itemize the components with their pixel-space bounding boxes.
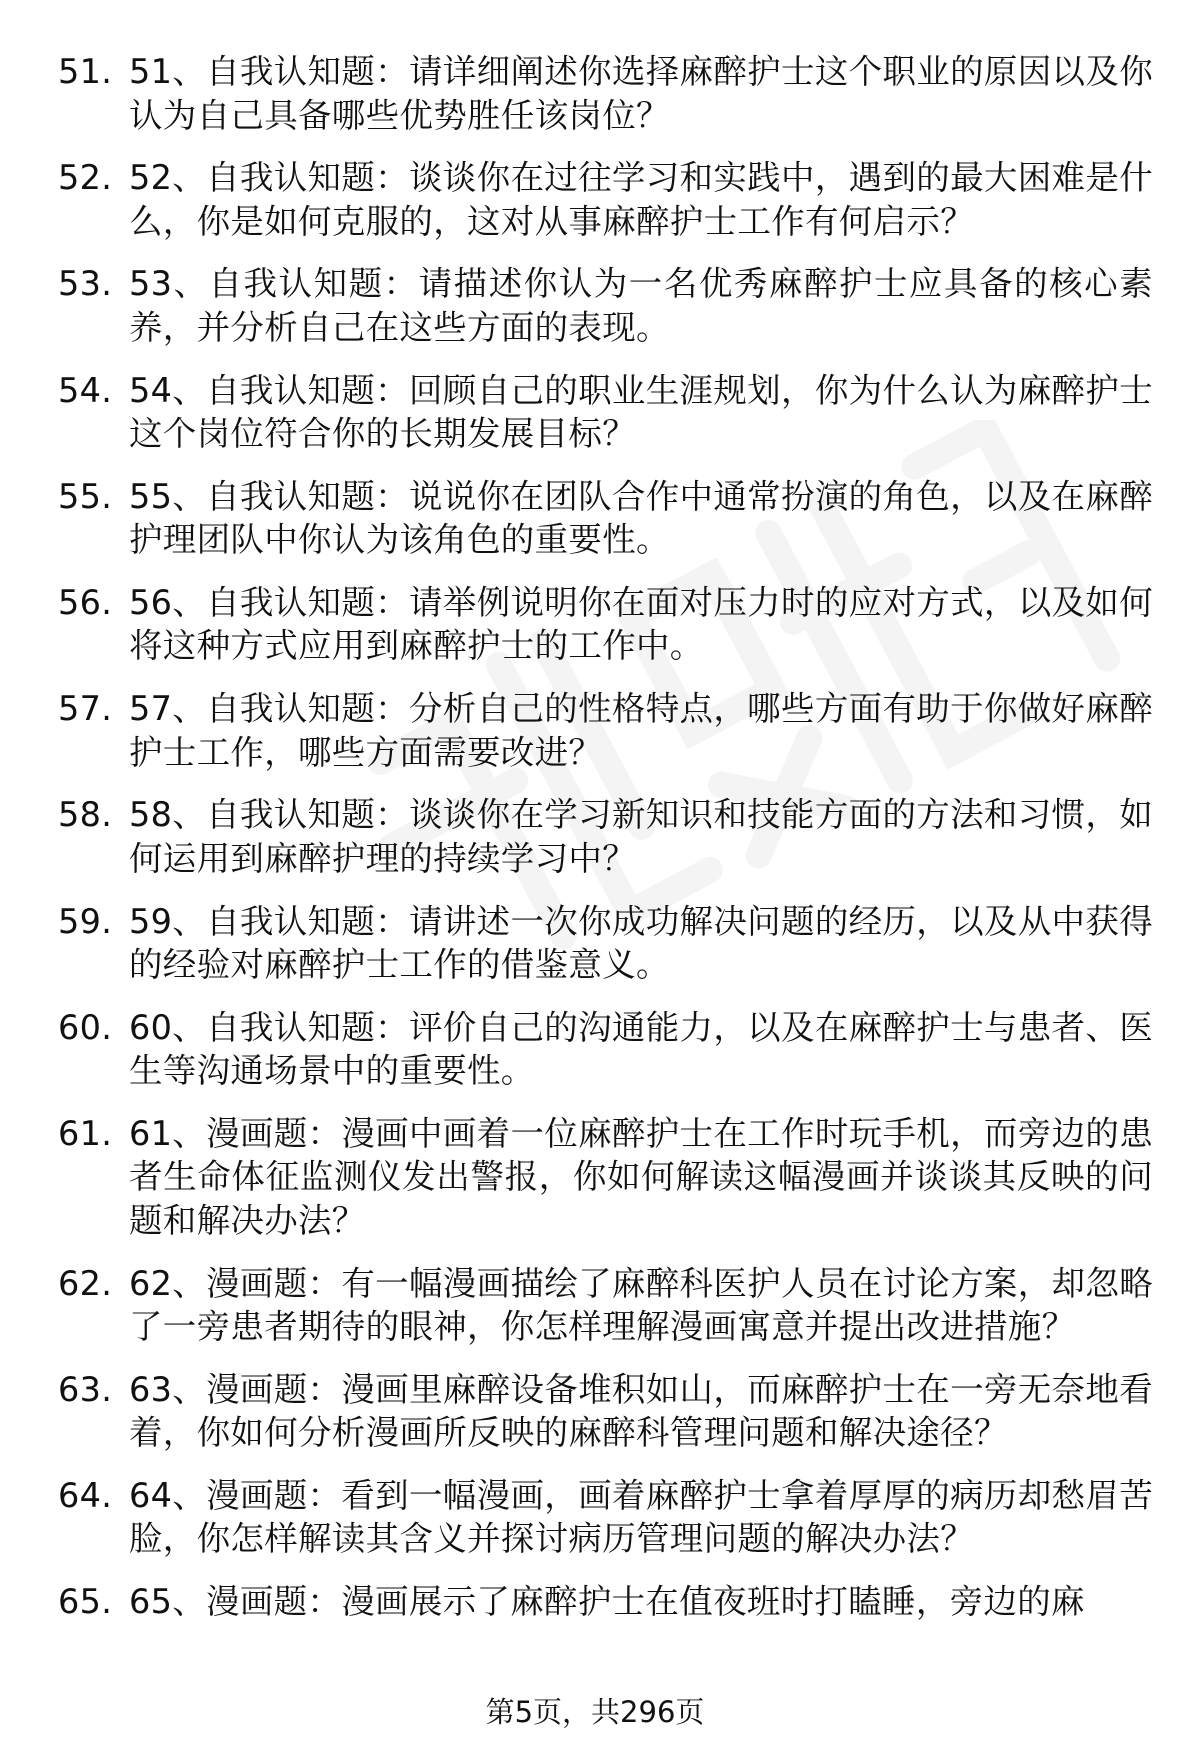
question-text: 57、自我认知题：分析自己的性格特点，哪些方面有助于你做好麻醉护士工作，哪些方面需要改进？ (129, 689, 1153, 772)
question-number: 52. (58, 158, 113, 198)
question-number: 59. (58, 901, 113, 941)
question-number: 65. (58, 1582, 113, 1622)
question-item (58, 1580, 1153, 1624)
question-item (58, 475, 1153, 562)
question-item (58, 900, 1153, 987)
question-number: 51. (58, 52, 113, 91)
question-text: 55、自我认知题：说说你在团队合作中通常扮演的角色，以及在麻醉护理团队中你认为该角色的重要性。 (129, 476, 1153, 560)
page-number-label: 第5页，共296页 (485, 1695, 705, 1729)
question-text: 62、漫画题：有一幅漫画描绘了麻醉科医护人员在讨论方案，却忽略了一旁患者期待的眼神，你怎样理解漫画寓意并提出改进措施？ (129, 1263, 1153, 1347)
question-text: 59、自我认知题：请讲述一次你成功解决问题的经历，以及从中获得的经验对麻醉护士工作的借鉴意义。 (129, 901, 1153, 984)
question-item (58, 793, 1153, 880)
question-text: 56、自我认知题：请举例说明你在面对压力时的应对方式，以及如何将这种方式应用到麻醉护士的工作中。 (129, 582, 1153, 666)
question-text: 51、自我认知题：请详细阐述你选择麻醉护士这个职业的原因以及你认为自己具备哪些优势胜任该岗位？ (129, 52, 1153, 135)
page-footer (0, 1694, 1190, 1730)
question-number: 53. (58, 264, 113, 304)
question-number: 58. (58, 795, 113, 835)
question-number: 54. (58, 370, 113, 410)
question-text: 65、漫画题：漫画展示了麻醉护士在值夜班时打瞌睡，旁边的麻 (129, 1582, 1085, 1622)
question-item (58, 262, 1153, 349)
question-item (58, 50, 1153, 137)
question-list (58, 50, 1153, 1643)
question-item (58, 156, 1153, 243)
question-number: 57. (58, 689, 113, 729)
question-text: 53、自我认知题：请描述你认为一名优秀麻醉护士应具备的核心素养，并分析自己在这些方面的表现。 (129, 264, 1153, 347)
question-text: 60、自我认知题：评价自己的沟通能力，以及在麻醉护士与患者、医生等沟通场景中的重要性。 (129, 1007, 1153, 1091)
question-text: 52、自我认知题：谈谈你在过往学习和实践中，遇到的最大困难是什么，你是如何克服的，这对从事麻醉护士工作有何启示？ (129, 158, 1153, 241)
question-number: 64. (58, 1475, 113, 1515)
question-item (58, 1368, 1153, 1455)
question-number: 61. (58, 1113, 113, 1153)
question-number: 55. (58, 476, 113, 516)
question-text: 63、漫画题：漫画里麻醉设备堆积如山，而麻醉护士在一旁无奈地看着，你如何分析漫画所反映的麻醉科管理问题和解决途径？ (129, 1369, 1153, 1453)
question-text: 61、漫画题：漫画中画着一位麻醉护士在工作时玩手机，而旁边的患者生命体征监测仪发出警报，你如何解读这幅漫画并谈谈其反映的问题和解决办法？ (129, 1113, 1153, 1240)
question-item (58, 1006, 1153, 1093)
question-text: 58、自我认知题：谈谈你在学习新知识和技能方面的方法和习惯，如何运用到麻醉护理的持续学习中？ (129, 795, 1153, 878)
question-item (58, 1262, 1153, 1349)
question-item (58, 1474, 1153, 1561)
question-number: 63. (58, 1369, 113, 1409)
question-item (58, 369, 1153, 456)
question-item (58, 687, 1153, 774)
question-number: 56. (58, 582, 113, 622)
question-number: 62. (58, 1263, 113, 1303)
question-item (58, 581, 1153, 668)
question-number: 60. (58, 1007, 113, 1047)
question-text: 64、漫画题：看到一幅漫画，画着麻醉护士拿着厚厚的病历却愁眉苦脸，你怎样解读其含义并探讨病历管理问题的解决办法？ (129, 1475, 1153, 1559)
question-text: 54、自我认知题：回顾自己的职业生涯规划，你为什么认为麻醉护士这个岗位符合你的长期发展目标？ (129, 370, 1153, 454)
question-item (58, 1112, 1153, 1243)
